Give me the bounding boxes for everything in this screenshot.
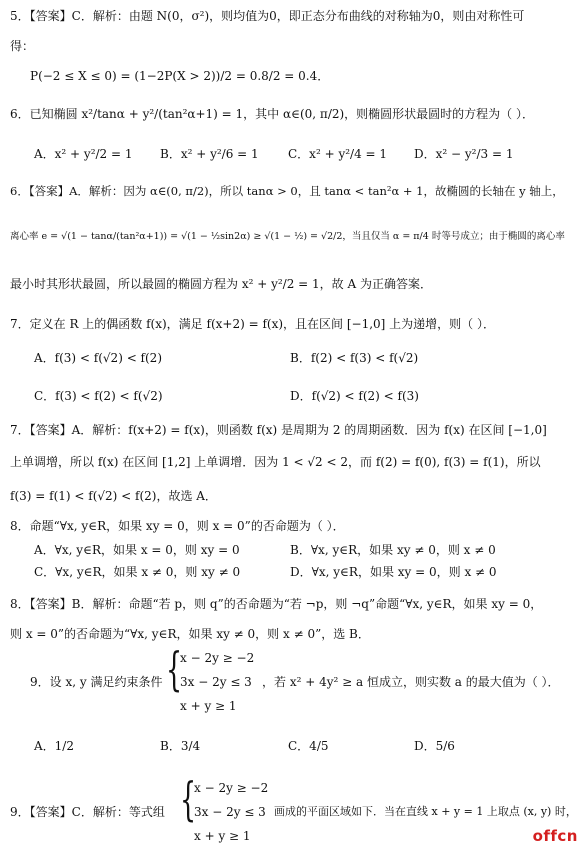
q8-option-c: C．∀x, y∈R，如果 x ≠ 0，则 xy ≠ 0	[34, 565, 241, 579]
answer-6-line-2: 离心率 e = √(1 − tanα/(tan²α+1)) = √(1 − ½sin2α) ≥ √(1 − ½) = √2/2，当且仅当 α = π/4 时等号成立；由于椭圆的离心率	[10, 231, 565, 242]
constraint-1: x − 2y ≥ −2	[180, 651, 255, 665]
q9-option-c: C．4/5	[288, 739, 329, 753]
constraint-brace-answer: {	[180, 772, 197, 826]
answer-7-line-3: f(3) = f(1) < f(√2) < f(2)，故选 A．	[10, 489, 217, 503]
q9-option-a: A．1/2	[34, 739, 74, 753]
q7-option-b: B．f(2) < f(3) < f(√2)	[290, 351, 419, 365]
question-6-stem: 6．已知椭圆 x²/tanα + y²/(tan²α+1) = 1，其中 α∈(0, π/2)，则椭圆形状最圆时的方程为（ ）．	[10, 107, 534, 121]
q6-option-c: C．x² + y²/4 = 1	[288, 147, 388, 161]
constraint-2: 3x − 2y ≤ 3	[180, 675, 252, 689]
q8-option-a: A．∀x, y∈R，如果 x = 0，则 xy = 0	[34, 543, 240, 557]
q7-option-a: A．f(3) < f(√2) < f(2)	[34, 351, 162, 365]
answer-5-formula: P(−2 ≤ X ≤ 0) = (1−2P(X > 2))/2 = 0.8/2 = 0.4．	[30, 69, 330, 83]
answer-5-line-2: 得：	[10, 39, 35, 53]
answer-9-prefix: 9．【答案】C．解析：等式组	[10, 805, 165, 819]
q6-option-a: A．x² + y²/2 = 1	[34, 147, 133, 161]
q8-option-b: B．∀x, y∈R，如果 xy ≠ 0，则 x ≠ 0	[290, 543, 496, 557]
answer-constraint-2: 3x − 2y ≤ 3	[194, 805, 266, 819]
answer-constraint-1: x − 2y ≥ −2	[194, 781, 269, 795]
answer-7-line-2: 上单调增，所以 f(x) 在区间 [1,2] 上单调增．因为 1 < √2 < 2，而 f(2) = f(0), f(3) = f(1)，所以	[10, 455, 541, 469]
offcn-watermark: offcn	[532, 827, 578, 845]
q8-option-d: D．∀x, y∈R，如果 xy = 0，则 x ≠ 0	[290, 565, 497, 579]
question-8-stem: 8．命题“∀x, y∈R，如果 xy = 0，则 x = 0”的否命题为（ ）．	[10, 519, 345, 533]
answer-7-line-1: 7．【答案】A．解析：f(x+2) = f(x)，则函数 f(x) 是周期为 2 的周期函数．因为 f(x) 在区间 [−1,0]	[10, 423, 547, 437]
answer-8-line-1: 8．【答案】B．解析：命题“若 p，则 q”的否命题为“若 ¬p，则 ¬q”命题“∀x, y∈R，如果 xy = 0，	[10, 597, 543, 611]
answer-8-line-2: 则 x = 0”的否命题为“∀x, y∈R，如果 xy ≠ 0，则 x ≠ 0”，选 B．	[10, 627, 370, 641]
answer-6-line-1: 6．【答案】A．解析：因为 α∈(0, π/2)，所以 tanα > 0，且 tanα < tan²α + 1，故椭圆的长轴在 y 轴上，	[10, 184, 564, 198]
question-9-suffix: ，若 x² + 4y² ≥ a 恒成立，则实数 a 的最大值为（ ）．	[262, 675, 560, 689]
q9-option-d: D．5/6	[414, 739, 455, 753]
answer-5-line-1: 5．【答案】C．解析：由题 N(0，σ²)，则均值为0，即正态分布曲线的对称轴为0，则由对称性可	[10, 9, 525, 23]
question-7-stem: 7．定义在 R 上的偶函数 f(x)，满足 f(x+2) = f(x)，且在区间 [−1,0] 上为递增，则（ ）．	[10, 317, 495, 331]
question-9-prefix: 9．设 x, y 满足约束条件	[30, 675, 163, 689]
q9-option-b: B．3/4	[160, 739, 201, 753]
answer-9-suffix: 画成的平面区域如下．当在直线 x + y = 1 上取点 (x, y) 时，	[274, 805, 577, 818]
q7-option-c: C．f(3) < f(2) < f(√2)	[34, 389, 163, 403]
constraint-brace: {	[166, 642, 183, 696]
q7-option-d: D．f(√2) < f(2) < f(3)	[290, 389, 419, 403]
answer-constraint-3: x + y ≥ 1	[194, 829, 251, 843]
answer-6-line-3: 最小时其形状最圆，所以最圆的椭圆方程为 x² + y²/2 = 1，故 A 为正确答案．	[10, 277, 432, 291]
q6-option-d: D．x² − y²/3 = 1	[414, 147, 514, 161]
q6-option-b: B．x² + y²/6 = 1	[160, 147, 259, 161]
constraint-3: x + y ≥ 1	[180, 699, 237, 713]
